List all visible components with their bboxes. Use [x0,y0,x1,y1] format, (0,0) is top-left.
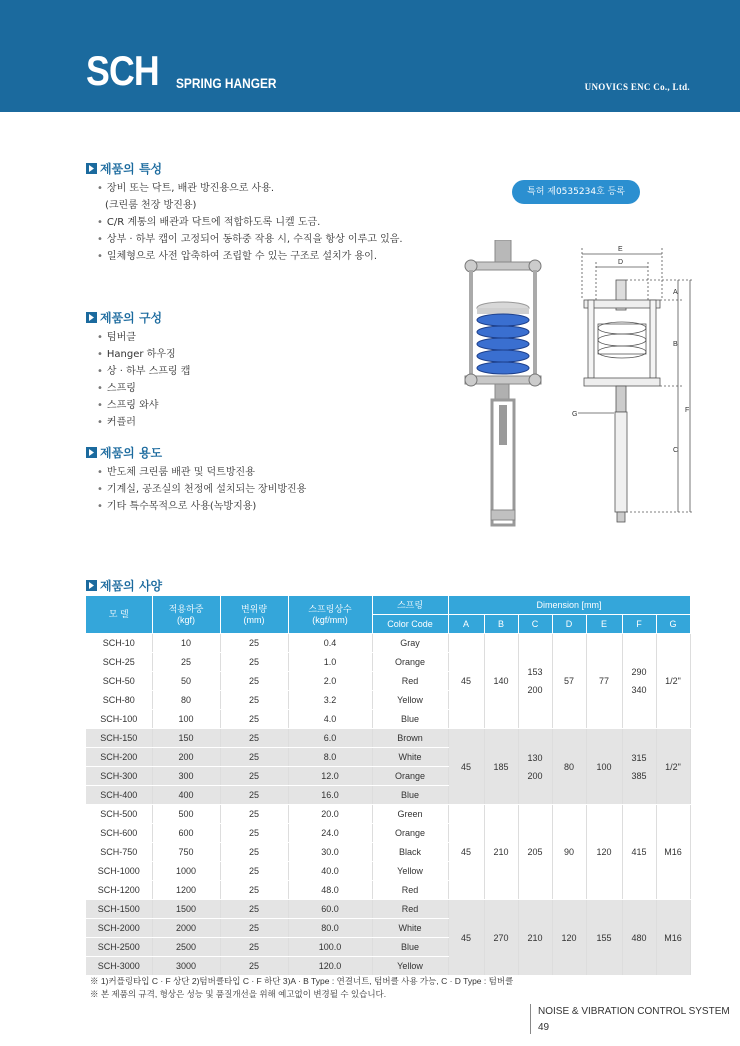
table-row: SCH-1500 1500 25 60.0 Red 45 270 210 120 155 480 M16 [86,900,690,919]
list-item: • 일체형으로 사전 압축하여 조립할 수 있는 구조로 설치가 용이. [97,251,378,262]
table-row: SCH-3000 3000 25 120.0 Yellow [86,957,690,976]
col-deflection: 변위량 (mm) [220,596,288,634]
composition-list [97,329,190,431]
usage-list [97,464,306,515]
page-number: 49 [538,1022,550,1033]
footer-divider [530,1004,531,1034]
list-item: • Hanger 하우징 [97,349,176,360]
composition-title: 제품의 구성 [100,310,163,325]
list-item: • 상부 · 하부 캡이 고정되어 동하중 작용 시, 수직을 항상 이루고 있음. [97,234,403,245]
table-row: SCH-500 500 25 20.0 Green 45 210 205 90 120 415 M16 [86,805,690,824]
features-list [97,180,403,265]
col-load: 적용하중 (kgf) [152,596,220,634]
section-marker-icon [86,312,97,323]
list-item: • 기타 특수목적으로 사용(녹방지용) [97,501,257,512]
usage-section [86,444,306,515]
patent-badge: 특허 제0535234호 등록 [512,180,640,204]
table-row: SCH-80 80 25 3.2 Yellow [86,691,690,710]
col-dimension: Dimension [mm] [448,596,690,615]
features-title: 제품의 특성 [100,161,163,176]
dim-label-d: D [618,259,624,266]
col-dim-f: F [622,615,656,634]
footer-system: NOISE & VIBRATION CONTROL SYSTEM [538,1006,730,1017]
company-name: UNOVICS ENC Co., Ltd. [584,82,690,92]
dim-label-g: G [572,411,578,418]
col-dim-e: E [586,615,622,634]
table-row: SCH-750 750 25 30.0 Black [86,843,690,862]
page-header [0,0,740,112]
list-item: • 커플러 [97,417,136,428]
dim-label-b: B [673,341,678,348]
dim-label-a: A [673,289,678,296]
list-item: (크린룸 천장 방진용) [105,200,197,211]
table-row: SCH-10 10 25 0.4 Gray 45 140 153 200 57 77 290 340 1/2" [86,634,690,653]
table-row: SCH-150 150 25 6.0 Brown 45 185 130 200 80 100 315 385 1/2" [86,729,690,748]
col-dim-c: C [518,615,552,634]
table-row: SCH-100 100 25 4.0 Blue [86,710,690,729]
table-row: SCH-1000 1000 25 40.0 Yellow [86,862,690,881]
dim-label-c: C [673,447,679,454]
col-dim-d: D [552,615,586,634]
col-spring: 스프링 [372,596,448,615]
col-color-code: Color Code [372,615,448,634]
product-code: SCH [86,47,159,94]
spec-title: 제품의 사양 [100,578,163,593]
footnote: ※ 본 제품의 규격, 형상은 성능 및 품질개선을 위해 예고없이 변경될 수 있습니다. [90,989,387,999]
section-marker-icon [86,447,97,458]
list-item: • 스프링 와샤 [97,400,159,411]
section-marker-icon [86,163,97,174]
list-item: • 상 · 하부 스프링 캡 [97,366,191,377]
list-item: • 스프링 [97,383,136,394]
features-section [86,160,403,265]
table-row: SCH-2500 2500 25 100.0 Blue [86,938,690,957]
col-dim-g: G [656,615,690,634]
list-item: • 장비 또는 닥트, 배관 방진용으로 사용. [97,183,275,194]
table-row: SCH-400 400 25 16.0 Blue [86,786,690,805]
section-marker-icon [86,580,97,591]
footnotes [90,975,513,1001]
table-row: SCH-1200 1200 25 48.0 Red [86,881,690,900]
table-row: SCH-2000 2000 25 80.0 White [86,919,690,938]
table-row: SCH-300 300 25 12.0 Orange [86,767,690,786]
composition-section [86,309,190,431]
table-row: SCH-200 200 25 8.0 White [86,748,690,767]
col-spring-const: 스프링상수 (kgf/mm) [288,596,372,634]
table-row: SCH-50 50 25 2.0 Red [86,672,690,691]
table-row: SCH-600 600 25 24.0 Orange [86,824,690,843]
footnote: ※ 1)커플링타입 C · F 상단 2)텀버클타입 C · F 하단 3)A · B Type : 연결너트, 텀버클 사용 가능, C · D Type : 텀버클 [90,976,514,986]
list-item: • 텀버클 [97,332,136,343]
list-item: • 기계실, 공조실의 천정에 설치되는 장비방진용 [97,484,307,495]
dim-label-f: F [685,407,690,414]
product-name: SPRING HANGER [176,75,277,91]
col-dim-b: B [484,615,518,634]
dimension-drawing [570,240,700,525]
col-model: 모 델 [86,596,152,634]
spec-table [86,596,691,976]
spec-section [86,577,162,593]
col-dim-a: A [448,615,484,634]
usage-title: 제품의 용도 [100,445,163,460]
dim-label-e: E [618,246,623,253]
list-item: • C/R 계통의 배관과 닥트에 적합하도록 니켈 도금. [97,217,321,228]
list-item: • 반도체 크린룸 배관 및 덕트방진용 [97,467,255,478]
product-photo [455,240,550,530]
table-row: SCH-25 25 25 1.0 Orange [86,653,690,672]
